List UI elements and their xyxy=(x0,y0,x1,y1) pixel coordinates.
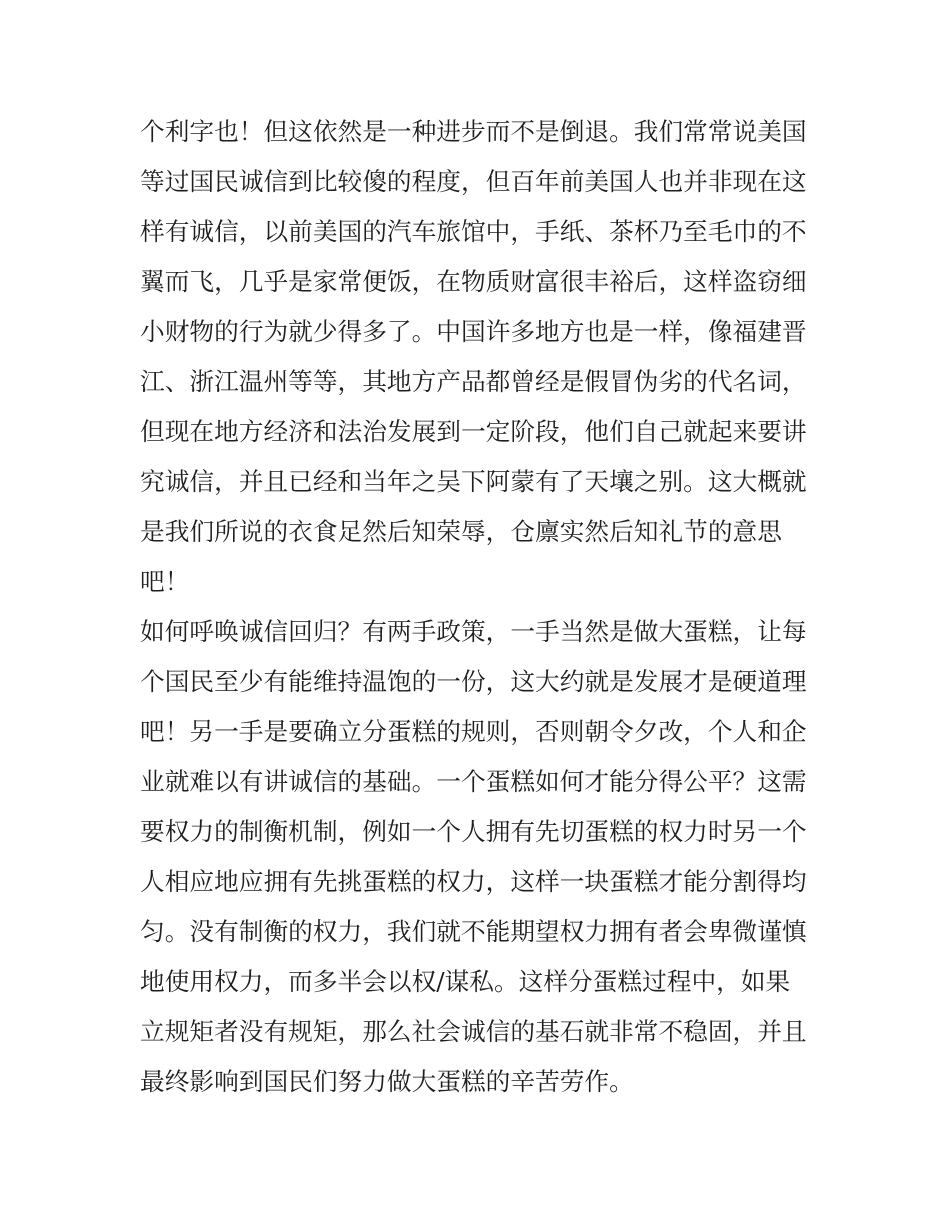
text-line: 地使用权力，而多半会以权/谋私。这样分蛋糕过程中，如果 xyxy=(140,967,791,996)
text-line: 最终影响到国民们努力做大蛋糕的辛苦劳作。 xyxy=(140,1067,634,1096)
text-line: 究诚信，并且已经和当年之吴下阿蒙有了天壤之别。这大概就 xyxy=(140,467,807,496)
text-line: 等过国民诚信到比较傻的程度，但百年前美国人也并非现在这 xyxy=(140,167,807,196)
text-line: 要权力的制衡机制，例如一个人拥有先切蛋糕的权力时另一个 xyxy=(140,817,807,846)
text-line: 吧！另一手是要确立分蛋糕的规则，否则朝令夕改，个人和企 xyxy=(140,717,807,746)
text-line: 小财物的行为就少得多了。中国许多地方也是一样，像福建晋 xyxy=(140,317,807,346)
text-line: 但现在地方经济和法治发展到一定阶段，他们自己就起来要讲 xyxy=(140,417,807,446)
text-line: 立规矩者没有规矩，那么社会诚信的基石就非常不稳固，并且 xyxy=(140,1017,807,1046)
paragraph xyxy=(140,107,840,607)
text-line: 样有诚信，以前美国的汽车旅馆中，手纸、茶杯乃至毛巾的不 xyxy=(140,217,807,246)
text-line: 业就难以有讲诚信的基础。一个蛋糕如何才能分得公平？这需 xyxy=(140,767,807,796)
text-line: 个国民至少有能维持温饱的一份，这大约就是发展才是硬道理 xyxy=(140,667,807,696)
text-line: 个利字也！但这依然是一种进步而不是倒退。我们常常说美国 xyxy=(140,117,807,146)
paragraph xyxy=(140,607,840,1107)
text-line: 如何呼唤诚信回归？有两手政策，一手当然是做大蛋糕，让每 xyxy=(140,617,807,646)
text-line: 吧！ xyxy=(140,567,190,596)
text-line: 是我们所说的衣食足然后知荣辱，仓廪实然后知礼节的意思 xyxy=(140,517,782,546)
document-text-block xyxy=(140,107,840,1107)
text-line: 匀。没有制衡的权力，我们就不能期望权力拥有者会卑微谨慎 xyxy=(140,917,807,946)
text-line: 人相应地应拥有先挑蛋糕的权力，这样一块蛋糕才能分割得均 xyxy=(140,867,807,896)
text-line: 江、浙江温州等等，其地方产品都曾经是假冒伪劣的代名词， xyxy=(140,367,807,396)
text-line: 翼而飞，几乎是家常便饭，在物质财富很丰裕后，这样盗窃细 xyxy=(140,267,807,296)
